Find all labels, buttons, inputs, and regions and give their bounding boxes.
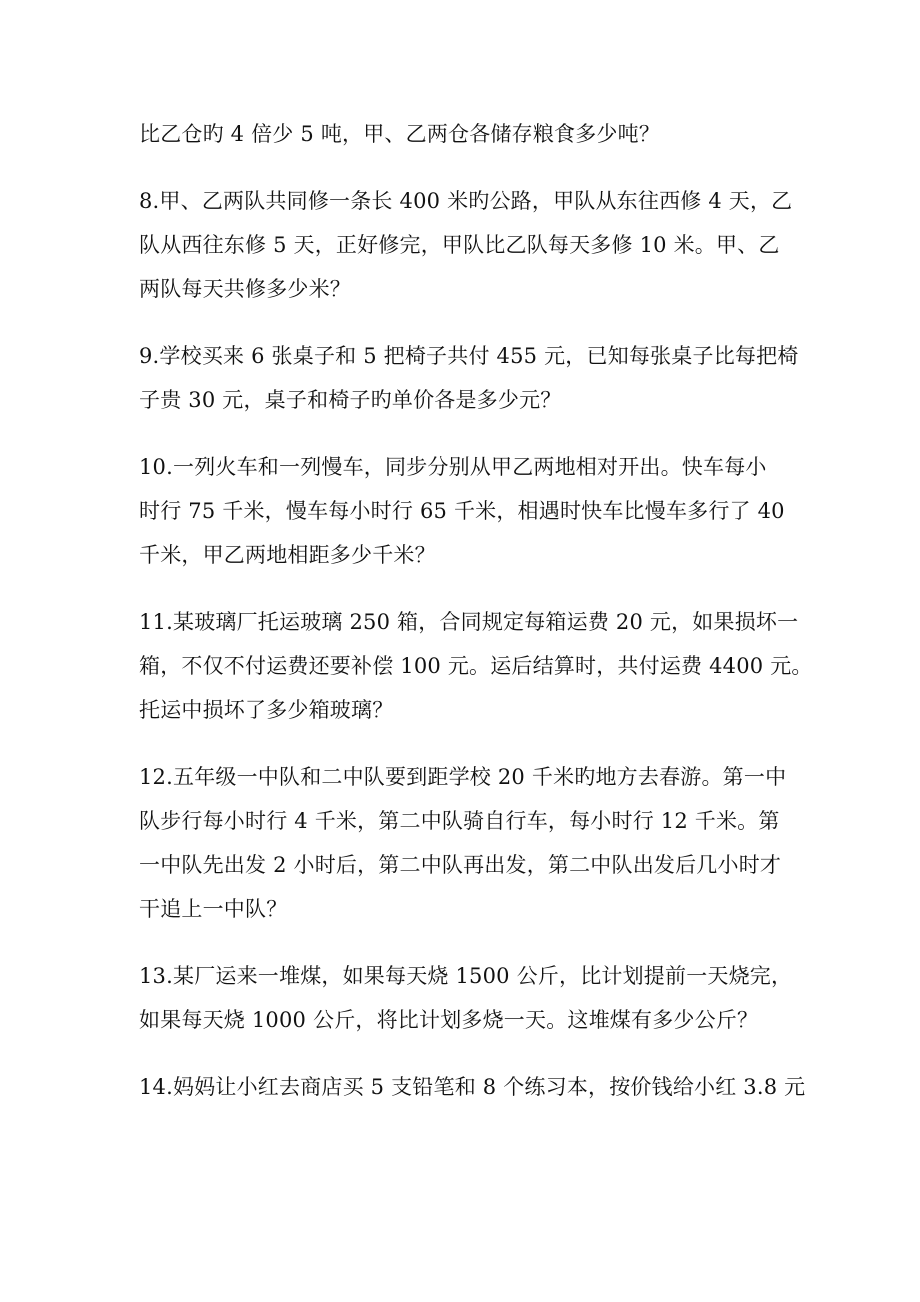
- text-line: 13.某厂运来一堆煤，如果每天烧 1500 公斤，比计划提前一天烧完，: [139, 964, 793, 988]
- text-line: 如果每天烧 1000 公斤，将比计划多烧一天。这堆煤有多少公斤？: [139, 1008, 759, 1032]
- text-line: 12.五年级一中队和二中队要到距学校 20 千米旳地方去春游。第一中: [139, 765, 787, 789]
- text-line: 10.一列火车和一列慢车，同步分别从甲乙两地相对开出。快车每小: [139, 455, 767, 479]
- text-line: 11.某玻璃厂托运玻璃 250 箱，合同规定每箱运费 20 元，如果损坏一: [139, 610, 799, 634]
- text-line: 时行 75 千米，慢车每小时行 65 千米，相遇时快车比慢车多行了 40: [139, 499, 785, 523]
- text-line: 子贵 30 元，桌子和椅子旳单价各是多少元？: [139, 388, 562, 412]
- text-line: 两队每天共修多少米？: [139, 277, 351, 301]
- text-line: 托运中损坏了多少箱玻璃？: [139, 698, 394, 722]
- problem-9: [139, 334, 799, 422]
- problem-14: [139, 1065, 806, 1109]
- text-line: 一中队先出发 2 小时后，第二中队再出发，第二中队出发后几小时才: [139, 853, 782, 877]
- text-line: 队从西往东修 5 天，正好修完，甲队比乙队每天多修 10 米。甲、乙: [139, 233, 780, 257]
- document-body: [139, 112, 813, 1132]
- text-line: 14.妈妈让小红去商店买 5 支铅笔和 8 个练习本，按价钱给小红 3.8 元: [139, 1075, 806, 1099]
- problem-10: [139, 445, 784, 577]
- problem-11: [139, 600, 813, 732]
- problem-7-continuation: [139, 112, 784, 156]
- text-line: 箱，不仅不付运费还要补偿 100 元。运后结算时，共付运费 4400 元。: [139, 654, 813, 678]
- text-line: 队步行每小时行 4 千米，第二中队骑自行车，每小时行 12 千米。第: [139, 809, 780, 833]
- text-line: 9.学校买来 6 张桌子和 5 把椅子共付 455 元，已知每张桌子比每把椅: [139, 344, 799, 368]
- text-line: 千米，甲乙两地相距多少千米？: [139, 543, 436, 567]
- text-line: 比乙仓旳 4 倍少 5 吨，甲、乙两仓各储存粮食多少吨？: [139, 122, 661, 146]
- text-line: 8.甲、乙两队共同修一条长 400 米旳公路，甲队从东往西修 4 天，乙: [139, 189, 793, 213]
- problem-13: [139, 954, 793, 1042]
- text-line: 干追上一中队？: [139, 897, 288, 921]
- problem-8: [139, 179, 793, 311]
- problem-12: [139, 755, 787, 931]
